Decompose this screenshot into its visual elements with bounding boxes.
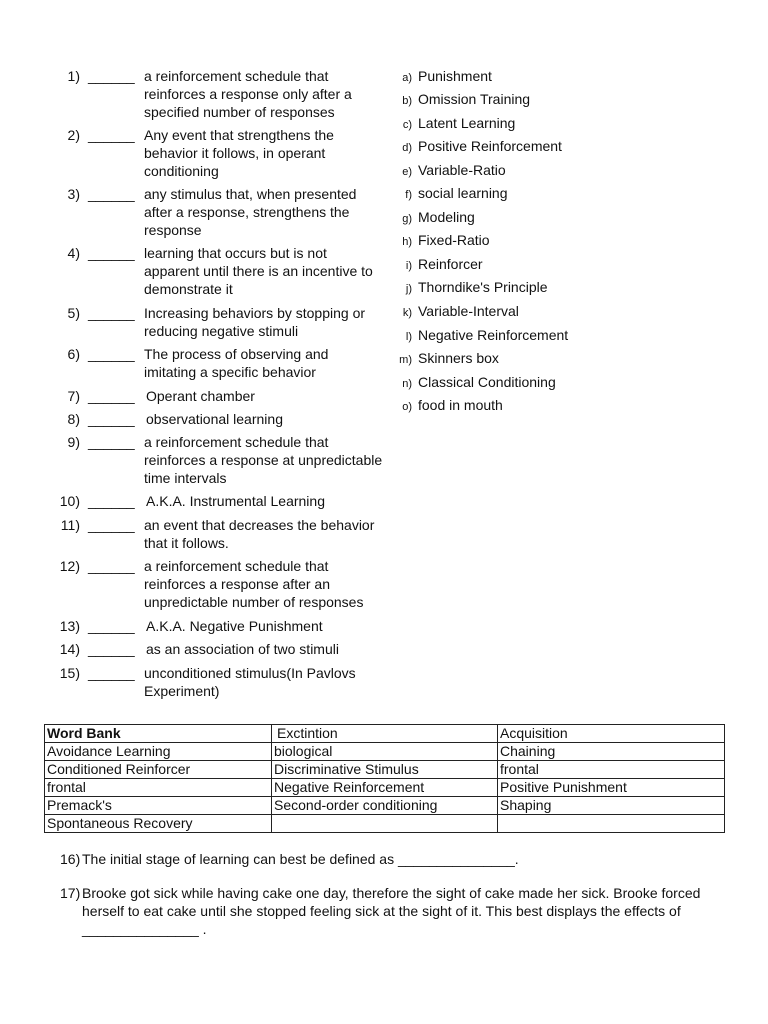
- question-number: 14): [59, 641, 80, 657]
- word-bank-cell: Discriminative Stimulus: [272, 761, 498, 779]
- question-text: The initial stage of learning can best be defined as _______________.: [82, 851, 519, 867]
- choice-letter: j): [405, 283, 412, 295]
- choice-letter: f): [405, 189, 412, 201]
- word-bank-cell: Spontaneous Recovery: [45, 815, 272, 833]
- word-bank-cell: Shaping: [498, 797, 725, 815]
- answer-choice-f: [392, 184, 508, 204]
- question-text: a reinforcement schedule that reinforces a response at unpredictable time intervals: [144, 434, 383, 486]
- question-number: 4): [67, 245, 80, 261]
- choice-text: Positive Reinforcement: [418, 138, 562, 154]
- word-bank-cell: Chaining: [498, 743, 725, 761]
- question-number: 10): [59, 493, 80, 509]
- word-bank-cell: Avoidance Learning: [45, 743, 272, 761]
- question-10: [44, 492, 394, 510]
- answer-blank: ______: [88, 411, 135, 427]
- question-number: 2): [67, 127, 80, 143]
- question-text: Any event that strengthens the behavior it follows, in operant conditioning: [144, 127, 334, 179]
- word-bank-cell: Negative Reinforcement: [272, 779, 498, 797]
- question-14: [44, 640, 394, 658]
- question-9: [44, 433, 394, 487]
- answer-choice-l: [392, 326, 568, 346]
- word-bank-cell: Second-order conditioning: [272, 797, 498, 815]
- answer-blank: ______: [88, 665, 135, 681]
- choice-text: Fixed-Ratio: [418, 232, 490, 248]
- answer-choice-k: [392, 302, 519, 322]
- choice-letter: i): [405, 260, 412, 272]
- answer-blank: ______: [88, 558, 135, 574]
- choice-text: Variable-Interval: [418, 303, 519, 319]
- word-bank-cell: Conditioned Reinforcer: [45, 761, 272, 779]
- answer-blank: ______: [88, 245, 135, 261]
- answer-choice-i: [392, 255, 483, 275]
- question-7: [44, 387, 394, 405]
- question-number: 5): [67, 305, 80, 321]
- answer-choice-a: [392, 67, 492, 87]
- question-text: A.K.A. Instrumental Learning: [146, 493, 325, 509]
- question-6: [44, 345, 394, 381]
- question-16: [60, 850, 720, 868]
- word-bank-row: [45, 743, 725, 761]
- answer-choice-n: [392, 373, 556, 393]
- word-bank-cell: Premack's: [45, 797, 272, 815]
- answer-choice-e: [392, 161, 506, 181]
- question-number: 1): [67, 68, 80, 84]
- choice-text: food in mouth: [418, 397, 503, 413]
- choice-text: Modeling: [418, 209, 475, 225]
- answer-choice-o: [392, 396, 503, 416]
- choice-text: Latent Learning: [418, 115, 516, 131]
- choice-text: Negative Reinforcement: [418, 327, 569, 343]
- question-text: Brooke got sick while having cake one day, therefore the sight of cake made her sick. Brooke forced herself to eat cake until she stopped feeling sick at the sight of it. This best displays the effects of _______________ .: [82, 885, 701, 937]
- question-12: [44, 557, 394, 611]
- answer-choice-c: [392, 114, 515, 134]
- answer-blank: ______: [88, 305, 135, 321]
- answer-blank: ______: [88, 127, 135, 143]
- answer-blank: ______: [88, 346, 135, 362]
- answer-blank: ______: [88, 186, 135, 202]
- question-3: [44, 185, 394, 239]
- question-8: [44, 410, 394, 428]
- question-13: [44, 617, 394, 635]
- answer-blank: ______: [88, 68, 135, 84]
- word-bank-cell: Positive Punishment: [498, 779, 725, 797]
- question-17: [60, 884, 720, 938]
- answer-blank: ______: [88, 641, 135, 657]
- answer-choice-d: [392, 137, 562, 157]
- choice-letter: m): [399, 354, 412, 366]
- answer-blank: ______: [88, 493, 135, 509]
- question-5: [44, 304, 394, 340]
- question-number: 13): [59, 618, 80, 634]
- question-15: [44, 664, 394, 700]
- word-bank-title: Word Bank: [45, 725, 272, 743]
- word-bank-cell: Acquisition: [498, 725, 725, 743]
- choice-text: Variable-Ratio: [418, 162, 506, 178]
- question-text: a reinforcement schedule that reinforces a response only after a specified number of responses: [144, 68, 352, 120]
- choice-letter: h): [402, 236, 412, 248]
- answer-blank: ______: [88, 517, 135, 533]
- word-bank-row: [45, 761, 725, 779]
- word-bank-cell: [498, 815, 725, 833]
- choice-text: Punishment: [418, 68, 492, 84]
- choice-letter: k): [402, 307, 412, 319]
- question-text: an event that decreases the behavior that it follows.: [144, 517, 375, 551]
- word-bank-table: [44, 724, 725, 833]
- answer-choice-b: [392, 90, 530, 110]
- question-2: [44, 126, 394, 180]
- question-text: unconditioned stimulus(In Pavlovs Experiment): [144, 665, 356, 699]
- choice-letter: a): [402, 72, 412, 84]
- answer-blank: ______: [88, 434, 135, 450]
- question-number: 11): [60, 517, 80, 533]
- choice-letter: e): [402, 166, 412, 178]
- answer-choice-h: [392, 231, 490, 251]
- choice-letter: c): [402, 119, 412, 131]
- question-number: 8): [67, 411, 80, 427]
- question-number: 17): [60, 885, 81, 901]
- choice-letter: g): [402, 213, 412, 225]
- choice-letter: b): [402, 95, 412, 107]
- question-number: 6): [67, 346, 80, 362]
- question-text: as an association of two stimuli: [146, 641, 339, 657]
- answer-choice-m: [392, 349, 499, 369]
- choice-text: Thorndike's Principle: [418, 279, 548, 295]
- word-bank-cell: frontal: [45, 779, 272, 797]
- choice-letter: o): [402, 401, 412, 413]
- word-bank-cell: biological: [272, 743, 498, 761]
- choice-text: Classical Conditioning: [418, 374, 556, 390]
- answer-blank: ______: [88, 618, 135, 634]
- question-number: 15): [59, 665, 80, 681]
- question-text: Increasing behaviors by stopping or reducing negative stimuli: [144, 305, 366, 339]
- choice-letter: l): [405, 331, 412, 343]
- choice-letter: n): [402, 378, 412, 390]
- question-text: A.K.A. Negative Punishment: [146, 618, 323, 634]
- question-number: 12): [59, 558, 80, 574]
- choice-text: social learning: [418, 185, 508, 201]
- question-text: Operant chamber: [146, 388, 255, 404]
- question-text: observational learning: [146, 411, 283, 427]
- word-bank-row: [45, 797, 725, 815]
- word-bank-row: [45, 815, 725, 833]
- question-text: a reinforcement schedule that reinforces a response after an unpredictable number of responses: [144, 558, 364, 610]
- question-text: learning that occurs but is not apparent until there is an incentive to demonstrate it: [144, 245, 373, 297]
- word-bank-cell: frontal: [498, 761, 725, 779]
- question-4: [44, 244, 394, 298]
- choice-text: Reinforcer: [418, 256, 483, 272]
- choice-text: Omission Training: [418, 91, 531, 107]
- answer-choice-g: [392, 208, 475, 228]
- question-text: The process of observing and imitating a specific behavior: [144, 346, 329, 380]
- choice-text: Skinners box: [418, 350, 499, 366]
- answer-choice-j: [392, 278, 548, 298]
- choice-letter: d): [402, 142, 412, 154]
- question-number: 9): [67, 434, 80, 450]
- question-11: [44, 516, 394, 552]
- question-text: any stimulus that, when presented after a response, strengthens the response: [144, 186, 357, 238]
- word-bank-row: [45, 779, 725, 797]
- word-bank-cell: Exctintion: [272, 725, 498, 743]
- answer-blank: ______: [88, 388, 135, 404]
- question-number: 16): [60, 851, 81, 867]
- word-bank-cell: [272, 815, 498, 833]
- question-1: [44, 67, 394, 121]
- question-number: 3): [67, 186, 80, 202]
- word-bank-header-row: [45, 725, 725, 743]
- question-number: 7): [67, 388, 80, 404]
